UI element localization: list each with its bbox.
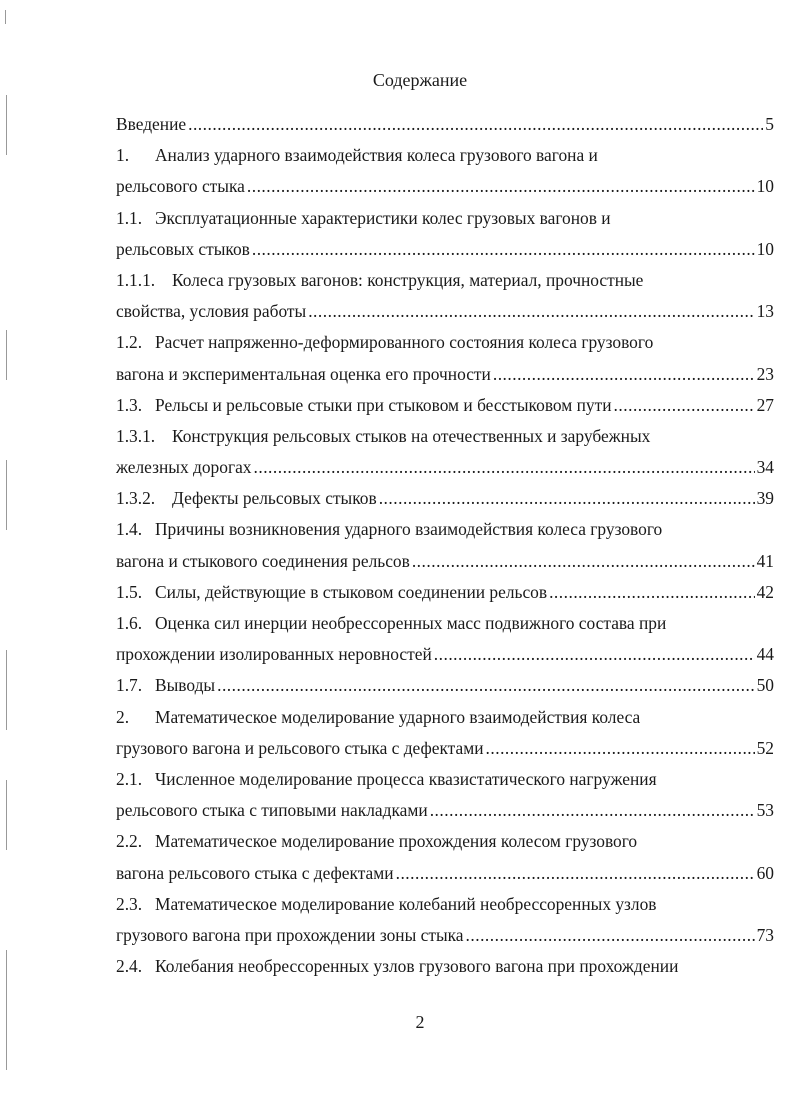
toc-entry-line [116,858,774,889]
dot-leader [217,670,755,701]
toc-entry-line [116,920,774,951]
toc-entry-number: 1.5. [116,581,143,602]
dot-leader [430,795,755,826]
scan-artifact [6,950,7,1070]
toc-entry-number: 1. [116,145,130,166]
toc-entry-page: 41 [756,550,774,571]
scan-artifact [5,10,6,24]
dot-leader [379,483,755,514]
toc-entry-page: 53 [756,800,774,821]
toc-entry-line [116,452,774,483]
toc-entry-page: 13 [756,301,774,322]
toc-entry-title: железных дорогах [116,457,252,478]
toc-entry-title: рельсового стыка [116,176,245,197]
toc-entry-line [116,109,774,140]
toc-entry-line [116,577,774,608]
toc-entry-number: 2.3. [116,893,143,914]
toc-entry-number: 1.2. [116,332,143,353]
dot-leader [412,546,755,577]
toc-entry-line [116,171,774,202]
toc-entry-number: 1.1.1. [116,269,156,290]
toc-entry-line [116,546,774,577]
toc-entry-line [116,951,774,982]
toc-entry-line [116,702,774,733]
toc-entry-page: 50 [756,675,774,696]
toc-entry-number: 1.1. [116,207,143,228]
toc-entry-title: вагона рельсового стыка с дефектами [116,862,394,883]
toc-entry-number: 2. [116,706,130,727]
toc-entry-number: 1.6. [116,613,143,633]
toc-entry-page: 5 [765,114,774,134]
toc-entry-title: Колеса грузовых вагонов: конструкция, материал, прочностные [172,269,644,290]
toc-entry-page: 27 [756,394,774,415]
scan-artifact [6,95,7,155]
page-title: Содержание [372,70,468,90]
toc-entry-line [116,327,774,358]
toc-entry-title: Конструкция рельсовых стыков на отечественных и зарубежных [172,425,651,446]
toc-entry-title: Выводы [155,675,216,696]
dot-leader [188,109,763,140]
toc-entry-page: 10 [756,176,774,197]
toc-entry-line [116,296,774,327]
toc-entry-title: грузового вагона и рельсового стыка с дефектами [116,737,484,758]
dot-leader [252,234,755,265]
toc-entry-line [116,826,774,857]
toc-entry-title: Математическое моделирование прохождения колесом грузового [155,831,638,852]
toc-entry-page: 34 [756,457,774,478]
toc-entry-line [116,608,774,639]
toc-entry-title: Колебания необрессоренных узлов грузового вагона при прохождении [155,956,679,977]
toc-entry-page: 10 [756,238,774,259]
toc-entry-number: 2.1. [116,768,143,789]
toc-entry-page: 73 [756,924,774,945]
toc-entry-line [116,390,774,421]
toc-entry-number: 1.4. [116,519,143,540]
toc-entry-page: 44 [756,644,774,665]
dot-leader [434,639,755,670]
toc-entry-line [116,359,774,390]
toc-entry-title: вагона и экспериментальная оценка его прочности [116,363,491,384]
toc-entry-title: грузового вагона при прохождении зоны стыка [116,924,464,945]
toc-entry-title: Силы, действующие в стыковом соединении рельсов [155,581,548,602]
toc-entry-line [116,265,774,296]
toc-entry-line [116,140,774,171]
scan-artifact [6,780,7,850]
toc-entry-line [116,203,774,234]
toc-entry-title: Причины возникновения ударного взаимодействия колеса грузового [155,519,663,540]
toc-entry-title: Эксплуатационные характеристики колес грузовых вагонов и [155,207,611,228]
toc-entry-line [116,483,774,514]
page-number: 2 [415,1012,425,1032]
toc-entry-number: 2.2. [116,831,143,852]
toc-entry-title: Анализ ударного взаимодействия колеса грузового вагона и [155,145,598,166]
toc-entry-title: рельсовых стыков [116,238,250,259]
dot-leader [247,171,755,202]
toc-entry-line [116,421,774,452]
toc-entry-line [116,733,774,764]
toc-entry-title: Расчет напряженно-деформированного состояния колеса грузового [155,332,654,353]
dot-leader [493,359,755,390]
toc-entry-line [116,795,774,826]
toc-entry-page: 39 [756,488,774,509]
dot-leader [486,733,755,764]
toc-entry-line [116,670,774,701]
toc-entry-title: Введение [116,114,187,134]
toc-entry-page: 23 [756,363,774,384]
toc-entry-title: прохождении изолированных неровностей [116,644,432,665]
toc-entry-page: 42 [756,581,774,602]
toc-entry-title: свойства, условия работы [116,301,307,322]
toc-entry-number: 2.4. [116,956,143,977]
toc-entry-title: рельсового стыка с типовыми накладками [116,800,428,821]
toc-entry-page: 52 [756,737,774,758]
toc-entry-title: Математическое моделирование колебаний необрессоренных узлов [155,893,657,914]
dot-leader [254,452,755,483]
scan-artifact [6,460,7,530]
toc-entry-line [116,889,774,920]
toc-entry-title: Оценка сил инерции необрессоренных масс подвижного состава при [155,613,667,633]
toc-entry-line [116,234,774,265]
toc-entry-line [116,514,774,545]
dot-leader [396,858,755,889]
toc-entry-number: 1.7. [116,675,143,696]
toc-entry-line [116,639,774,670]
toc-entry-title: Математическое моделирование ударного взаимодействия колеса [155,706,641,727]
table-of-contents [116,109,774,982]
toc-entry-page: 60 [756,862,774,883]
scan-artifact [6,650,7,730]
toc-entry-number: 1.3.2. [116,488,156,509]
scan-artifact [6,330,7,380]
toc-entry-title: Рельсы и рельсовые стыки при стыковом и бесстыковом пути [155,394,612,415]
toc-entry-line [116,764,774,795]
dot-leader [614,390,755,421]
dot-leader [549,577,755,608]
toc-entry-title: Дефекты рельсовых стыков [172,488,377,509]
toc-entry-number: 1.3. [116,394,143,415]
dot-leader [308,296,754,327]
toc-entry-title: вагона и стыкового соединения рельсов [116,550,410,571]
toc-entry-title: Численное моделирование процесса квазистатического нагружения [155,768,657,789]
dot-leader [466,920,755,951]
toc-entry-number: 1.3.1. [116,425,156,446]
